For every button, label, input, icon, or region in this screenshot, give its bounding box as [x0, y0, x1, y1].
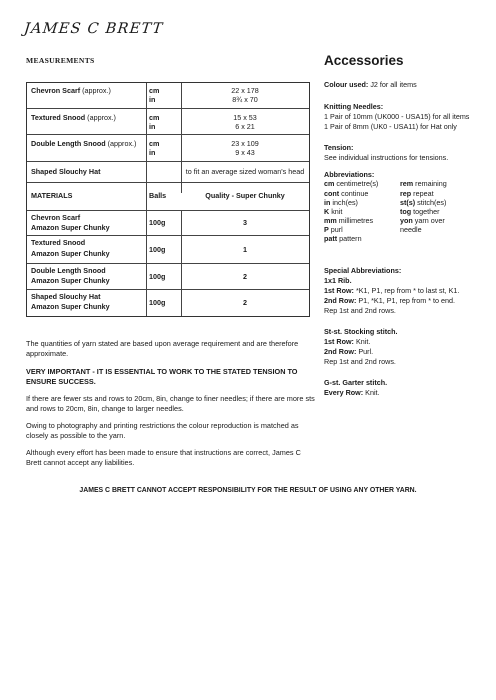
abbreviation: in inch(es): [324, 198, 358, 207]
measurement-value: 23 x 109: [231, 139, 259, 148]
brand-logo: JAMES C BRETT: [23, 21, 165, 37]
material-item: Double Length Snood: [31, 266, 106, 275]
rib-row: 2nd Row: P1, *K1, P1, rep from * to end.: [324, 296, 456, 305]
table-divider: [27, 263, 309, 264]
quality-header: Quality - Super Chunky: [205, 191, 285, 200]
table-divider: [27, 108, 309, 109]
unit-label: cm: [149, 86, 160, 95]
abbreviation: patt pattern: [324, 234, 362, 243]
needles-line: 1 Pair of 10mm (UK000 - USA15) for all items: [324, 112, 470, 121]
abbreviations-heading: Abbreviations:: [324, 170, 375, 179]
material-weight: 100g: [149, 298, 166, 307]
material-yarn: Amazon Super Chunky: [31, 249, 110, 258]
measurement-value: 8¾ x 70: [232, 95, 258, 104]
material-item: Shaped Slouchy Hat: [31, 292, 101, 301]
rib-repeat: Rep 1st and 2nd rows.: [324, 306, 396, 315]
measurement-item: Chevron Scarf (approx.): [31, 86, 111, 95]
tension-heading: Tension:: [324, 143, 354, 152]
accessories-heading: Accessories: [324, 53, 404, 68]
material-qty: 3: [243, 218, 247, 227]
rib-heading: 1x1 Rib.: [324, 276, 352, 285]
table-divider: [27, 161, 309, 162]
abbreviation: P purl: [324, 225, 343, 234]
material-weight: 100g: [149, 245, 166, 254]
stst-heading: St-st. Stocking stitch.: [324, 327, 398, 336]
measurements-heading: MEASUREMENTS: [26, 56, 95, 65]
measurements-table: [26, 82, 310, 317]
material-qty: 2: [243, 298, 247, 307]
table-divider: [27, 182, 309, 183]
material-yarn: Amazon Super Chunky: [31, 302, 110, 311]
material-item: Textured Snood: [31, 238, 86, 247]
rib-row: 1st Row: *K1, P1, rep from * to last st, K1.: [324, 286, 460, 295]
materials-header: MATERIALS: [31, 191, 73, 200]
stst-row: 1st Row: Knit.: [324, 337, 371, 346]
unit-label: in: [149, 148, 156, 157]
measurement-value: 22 x 178: [231, 86, 259, 95]
material-weight: 100g: [149, 218, 166, 227]
measurement-value: 9 x 43: [235, 148, 255, 157]
unit-label: cm: [149, 139, 160, 148]
measurement-value: 15 x 53: [233, 113, 257, 122]
abbreviation: cont continue: [324, 189, 369, 198]
abbreviation: yon yarn over: [400, 216, 445, 225]
table-divider: [27, 134, 309, 135]
measurement-value: to fit an average sized woman's head: [185, 167, 305, 176]
measurement-value: 6 x 21: [235, 122, 255, 131]
colour-note: Owing to photography and printing restrictions the colour reproduction is matched as closely as possible to the yarn.: [26, 421, 299, 440]
material-qty: 2: [243, 272, 247, 281]
liability-note: Although every effort has been made to ensure that instructions are correct, James C Brett cannot accept any liabilities.: [26, 448, 301, 467]
measurement-item: Textured Snood (approx.): [31, 113, 116, 122]
abbreviation: mm millimetres: [324, 216, 374, 225]
abbreviation: st(s) stitch(es): [400, 198, 447, 207]
abbreviation: rem remaining: [400, 179, 447, 188]
stst-repeat: Rep 1st and 2nd rows.: [324, 357, 396, 366]
needles-line: 1 Pair of 8mm (UK0 - USA11) for Hat only: [324, 122, 457, 131]
abbreviation: rep repeat: [400, 189, 434, 198]
measurement-item: Shaped Slouchy Hat: [31, 167, 101, 176]
quantities-note: The quantities of yarn stated are based upon average requirement and are therefore approximate.: [26, 339, 299, 358]
table-divider: [146, 83, 147, 316]
abbreviation: cm centimetre(s): [324, 179, 379, 188]
special-abbreviations-heading: Special Abbreviations:: [324, 266, 402, 275]
unit-label: cm: [149, 113, 160, 122]
gst-row: Every Row: Knit.: [324, 388, 380, 397]
tension-text: See individual instructions for tensions.: [324, 153, 449, 162]
material-yarn: Amazon Super Chunky: [31, 276, 110, 285]
gst-heading: G-st. Garter stitch.: [324, 378, 388, 387]
measurement-item: Double Length Snood (approx.): [31, 139, 137, 148]
table-divider: [27, 210, 309, 211]
unit-label: in: [149, 122, 156, 131]
stst-row: 2nd Row: Purl.: [324, 347, 374, 356]
tension-adjust-note: If there are fewer sts and rows to 20cm, 8in, change to finer needles; if there are more sts and rows to 20cm, 8in, change to larger needles.: [26, 394, 315, 413]
footer-disclaimer: JAMES C BRETT CANNOT ACCEPT RESPONSIBILITY FOR THE RESULT OF USING ANY OTHER YARN.: [79, 487, 417, 494]
material-qty: 1: [243, 245, 247, 254]
tension-warning: VERY IMPORTANT - IT IS ESSENTIAL TO WORK TO THE STATED TENSION TO ENSURE SUCCESS.: [26, 367, 298, 386]
material-yarn: Amazon Super Chunky: [31, 223, 110, 232]
table-divider: [27, 235, 309, 236]
material-weight: 100g: [149, 272, 166, 281]
abbreviation: tog together: [400, 207, 440, 216]
unit-label: in: [149, 95, 156, 104]
abbreviation: K knit: [324, 207, 343, 216]
colour-used: Colour used: J2 for all items: [324, 80, 417, 89]
material-item: Chevron Scarf: [31, 213, 81, 222]
abbreviation: needle: [400, 225, 422, 234]
needles-heading: Knitting Needles:: [324, 102, 384, 111]
table-divider: [27, 289, 309, 290]
balls-header: Balls: [149, 191, 167, 200]
